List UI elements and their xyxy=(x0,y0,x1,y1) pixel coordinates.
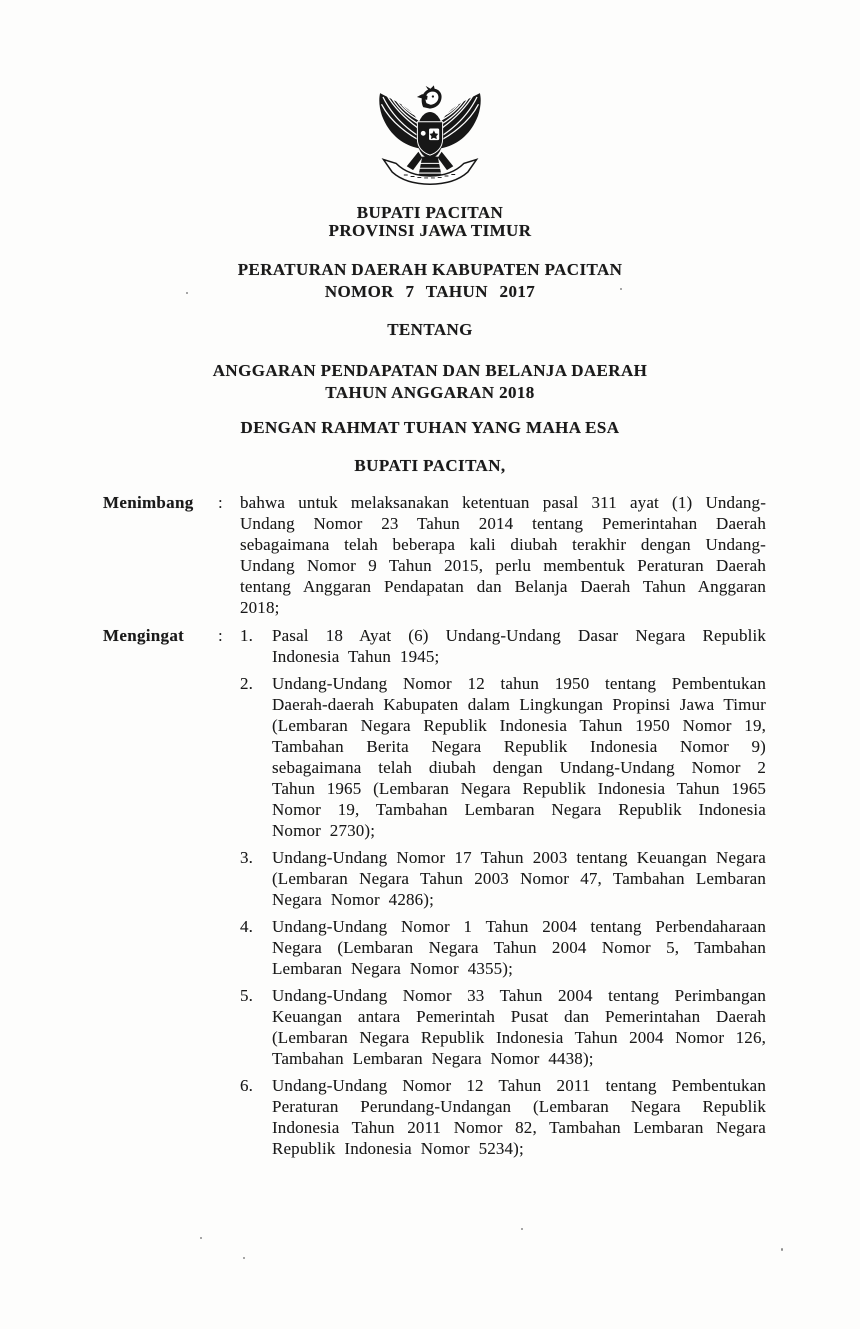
regulation-title-line: PERATURAN DAERAH KABUPATEN PACITAN xyxy=(237,260,623,279)
menimbang-colon: : xyxy=(218,493,223,512)
subject-line-1: ANGGARAN PENDAPATAN DAN BELANJA DAERAH xyxy=(212,361,648,380)
item-number: 6. xyxy=(240,1076,254,1095)
invocation-text: DENGAN RAHMAT TUHAN YANG MAHA ESA xyxy=(240,418,620,437)
menimbang-label: Menimbang xyxy=(103,493,194,512)
letterhead-office: BUPATI PACITAN xyxy=(356,203,504,222)
issuer-text: BUPATI PACITAN, xyxy=(354,456,506,475)
mengingat-label: Mengingat xyxy=(103,626,185,645)
item-text: Undang-Undang Nomor 12 Tahun 2011 tentang Pembentukan Peraturan Perundang-Undangan (Lembaran Negara Republik Indonesia Tahun 2011 Nomor 82, Tambahan Lembaran Negara Republik Indonesia Nomor 5234); xyxy=(272,1076,766,1158)
item-text: Undang-Undang Nomor 1 Tahun 2004 tentang Perbendaharaan Negara (Lembaran Negara Tahun 2004 Nomor 5, Tambahan Lembaran Negara Nomor 4355); xyxy=(272,917,766,978)
scan-speckle xyxy=(781,1248,783,1251)
legal-basis-item xyxy=(240,847,766,910)
item-text: Undang-Undang Nomor 33 Tahun 2004 tentang Perimbangan Keuangan antara Pemerintah Pusat dan Pemerintahan Daerah (Lembaran Negara Republik Indonesia Tahun 2004 Nomor 126, Tambahan Lembaran Negara Nomor 4438); xyxy=(272,986,766,1068)
letterhead-province: PROVINSI JAWA TIMUR xyxy=(328,221,532,240)
regulation-title xyxy=(0,259,860,303)
garuda-pancasila-icon xyxy=(367,84,493,204)
legal-basis-item xyxy=(240,673,766,841)
item-number: 2. xyxy=(240,674,254,693)
item-number: 5. xyxy=(240,986,254,1005)
letterhead xyxy=(0,204,860,240)
scan-speckle xyxy=(200,1237,202,1239)
emblem-container xyxy=(0,84,860,204)
subject-line-2: TAHUN ANGGARAN 2018 xyxy=(325,383,535,402)
item-number: 1. xyxy=(240,626,254,645)
menimbang-text: bahwa untuk melaksanakan ketentuan pasal 311 ayat (1) Undang-Undang Nomor 23 Tahun 2014 tentang Pemerintahan Daerah sebagaimana telah beberapa kali diubah terakhir dengan Undang-Undang Nomor 9 Tahun 2015, perlu membentuk Peraturan Daerah tentang Anggaran Pendapatan dan Belanja Daerah Tahun Anggaran 2018; xyxy=(240,493,766,617)
item-text: Undang-Undang Nomor 12 tahun 1950 tentang Pembentukan Daerah-daerah Kabupaten dalam Lingkungan Propinsi Jawa Timur (Lembaran Negara Republik Indonesia Tahun 1950 Nomor 19, Tambahan Berita Negara Republik Indonesia Nomor 9) sebagaimana telah diubah dengan Undang-Undang Nomor 2 Tahun 1965 (Lembaran Negara Republik Indonesia Tahun 1965 Nomor 19, Tambahan Lembaran Negara Republik Indonesia Nomor 2730); xyxy=(272,674,766,840)
item-number: 4. xyxy=(240,917,254,936)
scan-speckle xyxy=(243,1257,245,1259)
item-number: 3. xyxy=(240,848,254,867)
right-leg xyxy=(438,152,454,170)
item-text: Pasal 18 Ayat (6) Undang-Undang Dasar Negara Republik Indonesia Tahun 1945; xyxy=(272,626,766,666)
head xyxy=(417,85,442,108)
scan-speckle xyxy=(620,288,622,290)
legal-basis-item xyxy=(240,625,766,667)
tentang-label: TENTANG xyxy=(387,320,473,339)
menimbang-section xyxy=(103,492,766,618)
item-text: Undang-Undang Nomor 17 Tahun 2003 tentang Keuangan Negara (Lembaran Negara Tahun 2003 Nomor 47, Tambahan Lembaran Negara Nomor 4286); xyxy=(272,848,766,909)
legal-basis-list xyxy=(240,625,766,1165)
mengingat-colon: : xyxy=(218,626,223,645)
scan-speckle xyxy=(186,292,188,294)
scan-speckle xyxy=(521,1228,523,1230)
legal-basis-item xyxy=(240,985,766,1069)
legal-basis-item xyxy=(240,916,766,979)
legal-basis-item xyxy=(240,1075,766,1159)
regulation-subject xyxy=(0,360,860,404)
regulation-number-line: NOMOR 7 TAHUN 2017 xyxy=(324,282,536,301)
left-leg xyxy=(407,152,423,170)
shield xyxy=(417,122,442,155)
mengingat-section xyxy=(103,625,766,1165)
